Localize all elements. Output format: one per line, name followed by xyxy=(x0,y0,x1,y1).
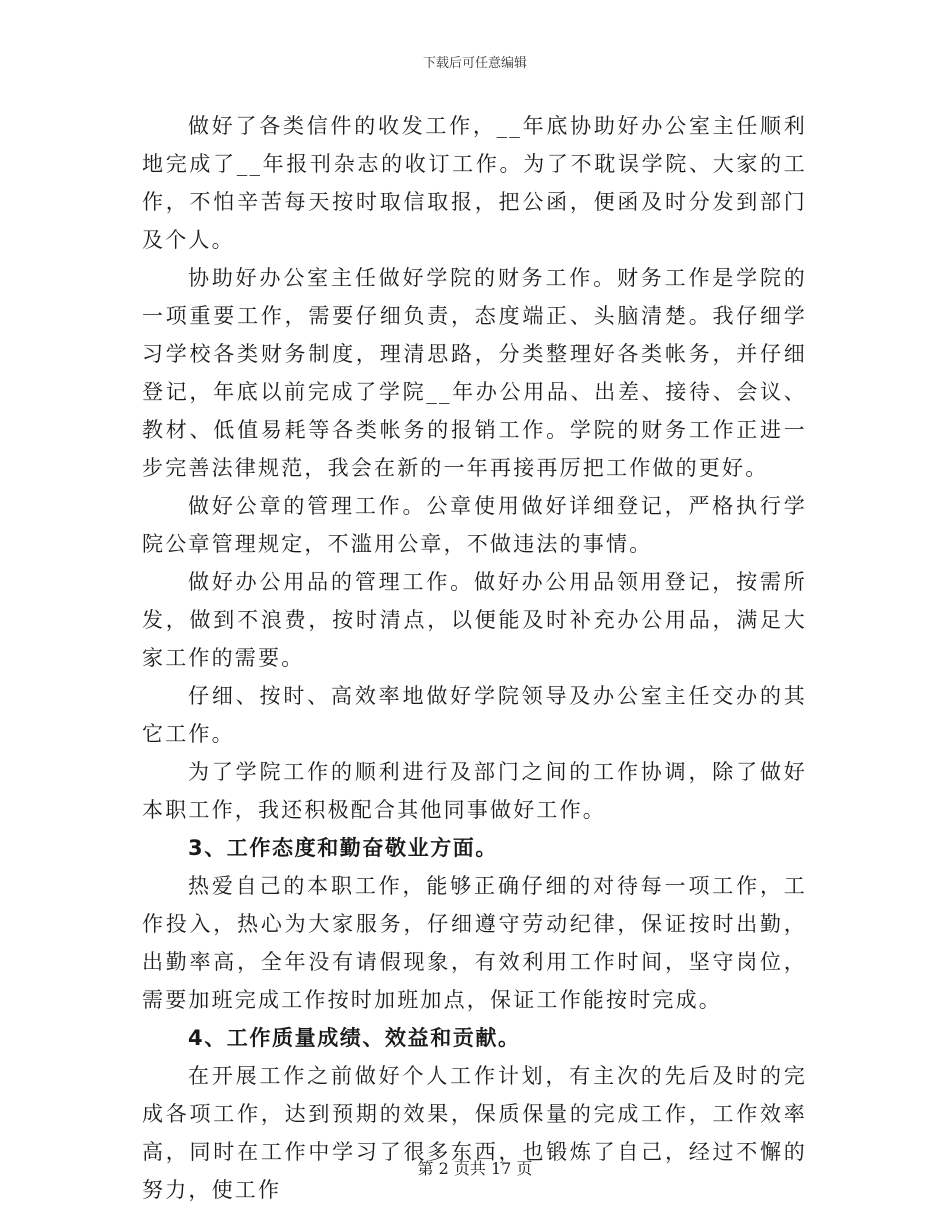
paragraph-mail-handling: 做好了各类信件的收发工作，__年底协助好办公室主任顺利地完成了__年报刊杂志的收订工作。为了不耽误学院、大家的工作，不怕辛苦每天按时取信取报，把公函，便函及时分发到部门及个人。 xyxy=(142,114,807,252)
paragraph-finance: 协助好办公室主任做好学院的财务工作。财务工作是学院的一项重要工作，需要仔细负责，态度端正、头脑清楚。我仔细学习学校各类财务制度，理清思路，分类整理好各类帐务，并仔细登记，年底以前完成了学院__年办公用品、出差、接待、会议、教材、低值易耗等各类帐务的报销工作。学院的财务工作正进一步完善法律规范，我会在新的一年再接再厉把工作做的更好。 xyxy=(142,266,807,480)
paragraph-other-tasks: 仔细、按时、高效率地做好学院领导及办公室主任交办的其它工作。 xyxy=(142,684,807,746)
page-number: 第 2 页共 17 页 xyxy=(417,1159,533,1178)
paragraph-office-supplies: 做好办公用品的管理工作。做好办公用品领用登记，按需所发，做到不浪费，按时清点，以便能及时补充办公用品，满足大家工作的需要。 xyxy=(142,570,807,670)
paragraph-attitude: 热爱自己的本职工作，能够正确仔细的对待每一项工作，工作投入，热心为大家服务，仔细遵守劳动纪律，保证按时出勤，出勤率高，全年没有请假现象，有效利用工作时间，坚守岗位，需要加班完成工作按时加班加点，保证工作能按时完成。 xyxy=(142,874,807,1012)
section-heading-quality: 4、工作质量成绩、效益和贡献。 xyxy=(188,1026,521,1050)
paragraph-cooperation: 为了学院工作的顺利进行及部门之间的工作协调，除了做好本职工作，我还积极配合其他同事做好工作。 xyxy=(142,760,807,822)
paragraph-quality: 在开展工作之前做好个人工作计划，有主次的先后及时的完成各项工作，达到预期的效果，保质保量的完成工作，工作效率高，同时在工作中学习了很多东西，也锻炼了自己，经过不懈的努力，使工作 xyxy=(142,1064,807,1202)
header-note: 下载后可任意编辑 xyxy=(422,56,527,71)
section-heading-attitude: 3、工作态度和勤奋敬业方面。 xyxy=(188,836,499,860)
paragraph-seal-management: 做好公章的管理工作。公章使用做好详细登记，严格执行学院公章管理规定，不滥用公章，不做违法的事情。 xyxy=(142,494,807,556)
document-body xyxy=(142,107,807,1209)
